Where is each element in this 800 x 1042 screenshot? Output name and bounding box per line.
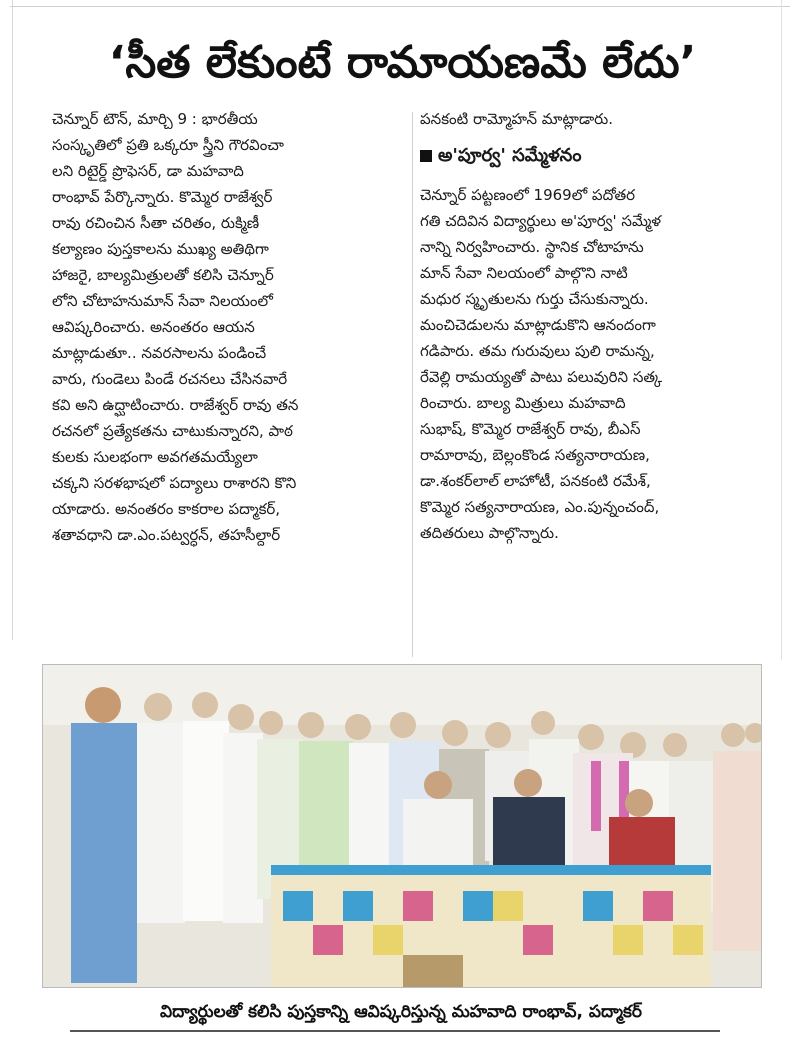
left-column-line: వారు, గుండెలు పిండే రచనలు చేసినవారే <box>52 370 288 388</box>
right-column-line: గతి చదివిన విద్యార్థులు అ'పూర్వ' సమ్మేళ <box>420 212 662 230</box>
left-column-line: రచనలో ప్రత్యేకతను చాటుకున్నారని, పాఠ <box>52 422 293 440</box>
column-divider <box>412 112 413 657</box>
left-column-line: లని రిటైర్డ్ ప్రొఫెసర్, డా మహవాది <box>52 162 244 180</box>
left-column-line: సంస్కృతిలో ప్రతి ఒక్కరూ స్త్రీని గౌరవించా <box>52 136 284 154</box>
subheading-text: అ'పూర్వ' సమ్మేళనం <box>438 145 582 166</box>
right-column-line: రించారు. బాల్య మిత్రులు మహవాది <box>420 394 626 412</box>
right-column-line: గడిపారు. తమ గురువులు పులి రామన్న, <box>420 342 655 360</box>
left-column-line: కులకు సులభంగా అవగతమయ్యేలా <box>52 448 258 466</box>
page-left-rule <box>12 0 13 640</box>
right-column-line: రామారావు, బెల్లంకొండ సత్యనారాయణ, <box>420 446 650 464</box>
right-column-line: చెన్నూర్ పట్టణంలో 1969లో పదోతర <box>420 186 636 204</box>
subheading-marker-icon <box>420 150 432 162</box>
right-column-line: డా.శంకర్‌లాల్ లాహోటీ, పనకంటి రమేశ్, <box>420 472 651 490</box>
caption-underline <box>70 1030 720 1032</box>
left-column-line: లోని చోటాహనుమాన్ సేవా నిలయంలో <box>52 292 273 310</box>
left-column-line: కవి అని ఉద్ఘాటించారు. రాజేశ్వర్ రావు తన <box>52 396 299 414</box>
right-column-line: తదితరులు పాల్గొన్నారు. <box>420 524 559 542</box>
group-photo-illustration <box>43 665 761 987</box>
left-column-line: శతావధాని డా.ఎం.పట్వర్ధన్, తహసీల్దార్ <box>52 526 281 544</box>
left-column-line: రావు రచించిన సీతా చరితం, రుక్మిణీ <box>52 214 260 232</box>
left-column-line: ఆవిష్కరించారు. అనంతరం ఆయన <box>52 318 255 336</box>
subheading <box>420 136 755 176</box>
news-photo <box>42 664 762 988</box>
right-column-line: సుభాష్, కొమ్మెర రాజేశ్వర్ రావు, బీఎస్ <box>420 420 641 438</box>
right-column-line: కొమ్మెర సత్యనారాయణ, ఎం.పున్నంచంద్, <box>420 498 660 516</box>
left-column-line: హాజరై, బాల్యమిత్రులతో కలిసి చెన్నూర్ <box>52 266 274 284</box>
left-column-line: మాట్లాడుతూ.. నవరసాలను పండించే <box>52 344 267 362</box>
left-column-line: చెన్నూర్ టౌన్, మార్చి 9 : భారతీయ <box>52 110 258 128</box>
article-headline: ‘సీత లేకుంటే రామాయణమే లేదు’ <box>108 37 697 88</box>
left-column-line: కల్యాణం పుస్తకాలను ముఖ్య అతిథిగా <box>52 240 269 258</box>
page-right-rule <box>781 0 782 660</box>
right-column-line: మాన్ సేవా నిలయంలో పాల్గొని నాటి <box>420 264 628 282</box>
right-column-line: నాన్ని నిర్వహించారు. స్థానిక చోటాహను <box>420 238 644 256</box>
right-column-line: మధుర స్మృతులను గుర్తు చేసుకున్నారు. <box>420 290 649 308</box>
right-column-line: మంచిచెడులను మాట్లాడుకొని ఆనందంగా <box>420 316 656 334</box>
left-column-line: రాంభావ్ పేర్కొన్నారు. కొమ్మెర రాజేశ్వర్ <box>52 188 273 206</box>
left-column <box>52 106 412 548</box>
left-column-line: యాడారు. అనంతరం కాకరాల పద్మాకర్, <box>52 500 281 518</box>
left-column-line: చక్కని సరళభాషలో పద్యాలు రాశారని కొని <box>52 474 297 492</box>
top-rule <box>10 6 790 7</box>
photo-caption: విద్యార్థులతో కలిసి పుస్తకాన్ని ఆవిష్కరిస్తున్న మహవాది రాంభావ్, పద్మాకర్ <box>160 1002 642 1022</box>
right-column-top-line: పనకంటి రామ్మోహన్ మాట్లాడారు. <box>420 110 614 128</box>
right-column <box>420 106 755 546</box>
right-column-line: రేవెల్లి రామయ్యతో పాటు పలువురిని సత్క <box>420 368 663 386</box>
